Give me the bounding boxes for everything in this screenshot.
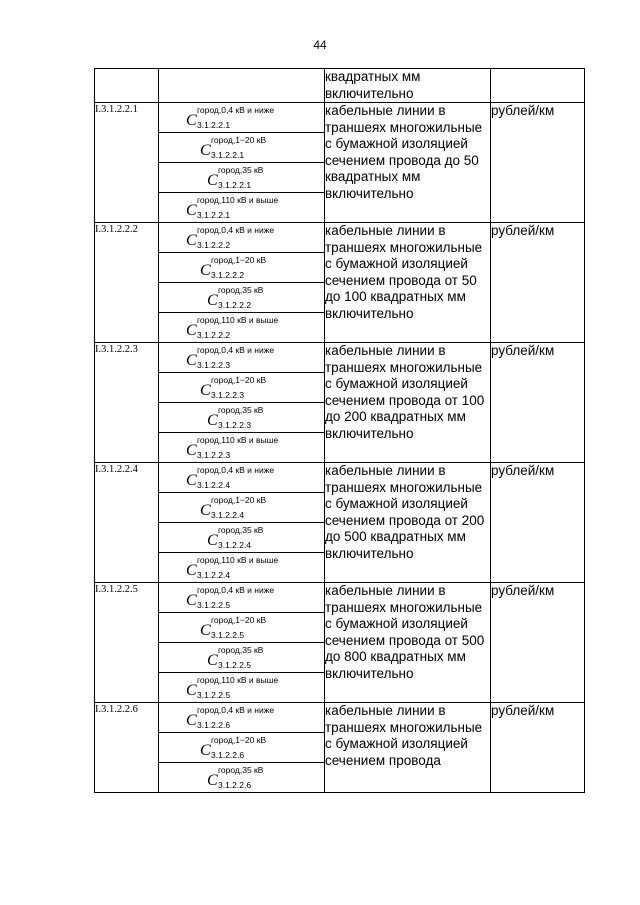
table-row [95,343,585,373]
rate-symbol-cell [159,643,325,673]
formula-letter: C [186,472,197,489]
formula-superscript: город,1−20 кВ [211,255,267,265]
formula-subscript: 3.1.2.2.1 [197,210,231,220]
formula-letter: C [186,562,197,579]
formula-letter: C [186,322,197,339]
formula-superscript: город,110 кВ и выше [197,315,279,325]
table-row [95,583,585,613]
rate-formula [200,135,267,160]
description-cell: кабельные линии в траншеях многожильные с бумажной изоляцией сечением провода [325,703,491,793]
rate-symbol-cell [159,733,325,763]
rate-formula [207,645,264,670]
formula-letter: C [207,532,218,549]
continuation-row [95,69,585,103]
formula-subscript: 3.1.2.2.1 [197,120,231,130]
rate-formula [186,585,275,610]
rate-symbol-cell [159,673,325,703]
rate-formula [186,345,275,370]
description-cell: кабельные линии в траншеях многожильные с бумажной изоляцией сечением провода от 500 до 800 квадратных мм включительно [325,583,491,703]
rate-symbol-cell [159,763,325,793]
formula-subscript: 3.1.2.2.5 [211,630,245,640]
formula-letter: C [186,112,197,129]
rate-formula [207,165,264,190]
unit-cell: рублей/км [491,463,585,583]
formula-subscript: 3.1.2.2.4 [197,570,231,580]
page-number: 44 [313,38,327,52]
formula-subscript: 3.1.2.2.4 [218,540,252,550]
rate-symbol-cell [159,193,325,223]
rate-symbol-cell [159,403,325,433]
rate-symbol-cell [159,463,325,493]
formula-superscript: город,110 кВ и выше [197,435,279,445]
unit-cell: рублей/км [491,343,585,463]
rate-formula [207,525,264,550]
item-code: I.3.1.2.2.6 [95,703,159,793]
formula-letter: C [186,442,197,459]
formula-letter: C [186,592,197,609]
formula-superscript: город,1−20 кВ [211,495,267,505]
item-code: I.3.1.2.2.4 [95,463,159,583]
item-code: I.3.1.2.2.5 [95,583,159,703]
formula-subscript: 3.1.2.2.5 [218,660,252,670]
formula-subscript: 3.1.2.2.2 [197,240,231,250]
formula-cell [159,69,325,103]
formula-superscript: город,110 кВ и выше [197,675,279,685]
rate-symbol-cell [159,163,325,193]
unit-cell: рублей/км [491,703,585,793]
formula-subscript: 3.1.2.2.3 [211,390,245,400]
formula-letter: C [207,772,218,789]
formula-letter: C [186,682,197,699]
rate-symbol-cell [159,253,325,283]
rate-symbol-cell [159,523,325,553]
formula-superscript: город,35 кВ [218,525,264,535]
formula-subscript: 3.1.2.2.3 [197,450,231,460]
formula-subscript: 3.1.2.2.1 [211,150,245,160]
table-row [95,703,585,733]
rate-symbol-cell [159,613,325,643]
formula-letter: C [186,352,197,369]
formula-subscript: 3.1.2.2.5 [197,690,231,700]
formula-letter: C [207,652,218,669]
rate-symbol-cell [159,103,325,133]
rate-symbol-cell [159,343,325,373]
rate-symbol-cell [159,283,325,313]
formula-subscript: 3.1.2.2.3 [197,360,231,370]
item-code: I.3.1.2.2.2 [95,223,159,343]
description-cell: кабельные линии в траншеях многожильные с бумажной изоляцией сечением провода от 100 до 200 квадратных мм включительно [325,343,491,463]
unit-cell: рублей/км [491,583,585,703]
formula-superscript: город,0,4 кВ и ниже [197,585,275,595]
formula-superscript: город,35 кВ [218,645,264,655]
code-cell [95,69,159,103]
formula-letter: C [200,262,211,279]
rate-formula [200,255,267,280]
rate-formula [200,615,267,640]
formula-subscript: 3.1.2.2.1 [218,180,252,190]
table-row [95,103,585,133]
table-row [95,463,585,493]
formula-letter: C [207,292,218,309]
formula-superscript: город,0,4 кВ и ниже [197,345,275,355]
formula-superscript: город,35 кВ [218,765,264,775]
formula-letter: C [186,712,197,729]
formula-subscript: 3.1.2.2.2 [197,330,231,340]
formula-subscript: 3.1.2.2.5 [197,600,231,610]
rate-symbol-cell [159,553,325,583]
unit-cell: рублей/км [491,223,585,343]
item-code: I.3.1.2.2.3 [95,343,159,463]
formula-subscript: 3.1.2.2.2 [218,300,252,310]
rate-formula [200,495,267,520]
formula-superscript: город,35 кВ [218,165,264,175]
rate-formula [186,555,279,580]
rate-symbol-cell [159,133,325,163]
formula-letter: C [200,502,211,519]
formula-letter: C [207,172,218,189]
formula-subscript: 3.1.2.2.4 [197,480,231,490]
formula-superscript: город,0,4 кВ и ниже [197,705,275,715]
rate-symbol-cell [159,493,325,523]
formula-superscript: город,35 кВ [218,405,264,415]
formula-superscript: город,0,4 кВ и ниже [197,105,275,115]
rate-formula [207,285,264,310]
rate-symbol-cell [159,313,325,343]
formula-letter: C [186,232,197,249]
formula-subscript: 3.1.2.2.6 [197,720,231,730]
rate-formula [186,195,279,220]
rate-formula [186,105,275,130]
rate-symbol-cell [159,373,325,403]
description-cell: кабельные линии в траншеях многожильные с бумажной изоляцией сечением провода от 50 до 100 квадратных мм включительно [325,223,491,343]
rate-formula [186,315,279,340]
rate-formula [186,465,275,490]
formula-letter: C [200,622,211,639]
rate-formula [200,735,267,760]
rate-symbol-cell [159,223,325,253]
formula-subscript: 3.1.2.2.6 [211,750,245,760]
tariff-table [94,68,585,793]
formula-subscript: 3.1.2.2.2 [211,270,245,280]
formula-subscript: 3.1.2.2.3 [218,420,252,430]
formula-superscript: город,1−20 кВ [211,615,267,625]
rate-formula [207,765,264,790]
rate-formula [186,435,279,460]
rate-formula [186,705,275,730]
rate-formula [186,675,279,700]
formula-letter: C [207,412,218,429]
rate-symbol-cell [159,583,325,613]
formula-superscript: город,0,4 кВ и ниже [197,465,275,475]
formula-letter: C [186,202,197,219]
formula-superscript: город,110 кВ и выше [197,555,279,565]
formula-superscript: город,1−20 кВ [211,735,267,745]
description-cell: кабельные линии в траншеях многожильные с бумажной изоляцией сечением провода до 50 квадратных мм включительно [325,103,491,223]
rate-formula [207,405,264,430]
unit-cell: рублей/км [491,103,585,223]
formula-superscript: город,35 кВ [218,285,264,295]
item-code: I.3.1.2.2.1 [95,103,159,223]
formula-superscript: город,1−20 кВ [211,375,267,385]
formula-superscript: город,1−20 кВ [211,135,267,145]
unit-cell [491,69,585,103]
rate-symbol-cell [159,703,325,733]
rate-formula [200,375,267,400]
formula-letter: C [200,742,211,759]
formula-superscript: город,110 кВ и выше [197,195,279,205]
rate-symbol-cell [159,433,325,463]
formula-subscript: 3.1.2.2.6 [218,780,252,790]
description-cell: квадратных мм включительно [325,69,491,103]
formula-letter: C [200,382,211,399]
rate-formula [186,225,275,250]
formula-superscript: город,0,4 кВ и ниже [197,225,275,235]
table-row [95,223,585,253]
formula-letter: C [200,142,211,159]
formula-subscript: 3.1.2.2.4 [211,510,245,520]
description-cell: кабельные линии в траншеях многожильные с бумажной изоляцией сечением провода от 200 до 500 квадратных мм включительно [325,463,491,583]
